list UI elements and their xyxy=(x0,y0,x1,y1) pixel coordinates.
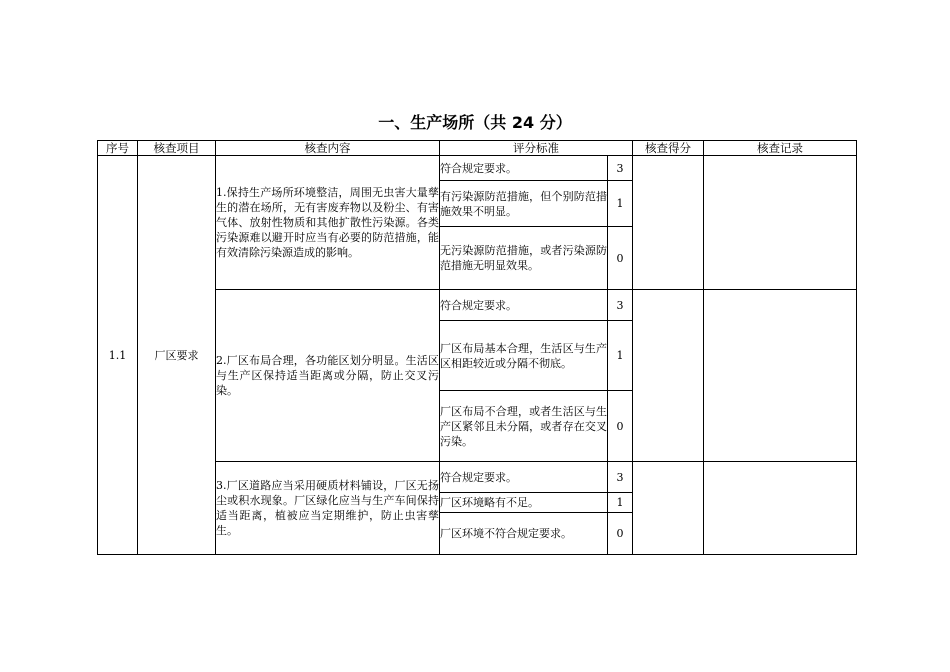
page-title: 一、生产场所（共 24 分） xyxy=(378,113,572,132)
criteria-text: 无污染源防范措施，或者污染源防范措施无明显效果。 xyxy=(440,227,608,290)
criteria-points: 3 xyxy=(608,290,633,321)
criteria-points: 3 xyxy=(608,462,633,493)
header-record: 核查记录 xyxy=(704,141,857,156)
criteria-points: 1 xyxy=(608,181,633,227)
seq-cell: 1.1 xyxy=(98,156,138,555)
criteria-points: 1 xyxy=(608,493,633,513)
content-cell-3: 3.厂区道路应当采用硬质材料铺设，厂区无扬尘或积水现象。厂区绿化应当与生产车间保持适当距离，植被应当定期维护，防止虫害孳生。 xyxy=(216,462,440,555)
header-item: 核查项目 xyxy=(138,141,216,156)
inspection-table xyxy=(97,140,857,555)
criteria-points: 1 xyxy=(608,321,633,391)
item-cell: 厂区要求 xyxy=(138,156,216,555)
record-cell[interactable] xyxy=(704,156,857,290)
header-row xyxy=(98,141,857,156)
header-seq: 序号 xyxy=(98,141,138,156)
criteria-points: 3 xyxy=(608,156,633,181)
criteria-text: 符合规定要求。 xyxy=(440,462,608,493)
header-content: 核查内容 xyxy=(216,141,440,156)
criteria-text: 厂区布局不合理，或者生活区与生产区紧邻且未分隔，或者存在交叉污染。 xyxy=(440,391,608,462)
header-score: 核查得分 xyxy=(633,141,704,156)
criteria-text: 厂区环境不符合规定要求。 xyxy=(440,513,608,555)
criteria-text: 符合规定要求。 xyxy=(440,156,608,181)
score-cell[interactable] xyxy=(633,290,704,462)
content-cell-2: 2.厂区布局合理，各功能区划分明显。生活区与生产区保持适当距离或分隔，防止交叉污染。 xyxy=(216,290,440,462)
criteria-points: 0 xyxy=(608,227,633,290)
criteria-points: 0 xyxy=(608,391,633,462)
record-cell[interactable] xyxy=(704,462,857,555)
score-cell[interactable] xyxy=(633,462,704,555)
criteria-text: 符合规定要求。 xyxy=(440,290,608,321)
content-cell-1: 1.保持生产场所环境整洁，周围无虫害大量孳生的潜在场所，无有害废弃物以及粉尘、有害气体、放射性物质和其他扩散性污染源。各类污染源难以避开时应当有必要的防范措施，能有效清除污染源造成的影响。 xyxy=(216,156,440,290)
criteria-text: 有污染源防范措施，但个别防范措施效果不明显。 xyxy=(440,181,608,227)
criteria-text: 厂区环境略有不足。 xyxy=(440,493,608,513)
criteria-text: 厂区布局基本合理，生活区与生产区相距较近或分隔不彻底。 xyxy=(440,321,608,391)
criteria-points: 0 xyxy=(608,513,633,555)
header-criteria: 评分标准 xyxy=(440,141,633,156)
table-row xyxy=(98,156,857,181)
record-cell[interactable] xyxy=(704,290,857,462)
score-cell[interactable] xyxy=(633,156,704,290)
